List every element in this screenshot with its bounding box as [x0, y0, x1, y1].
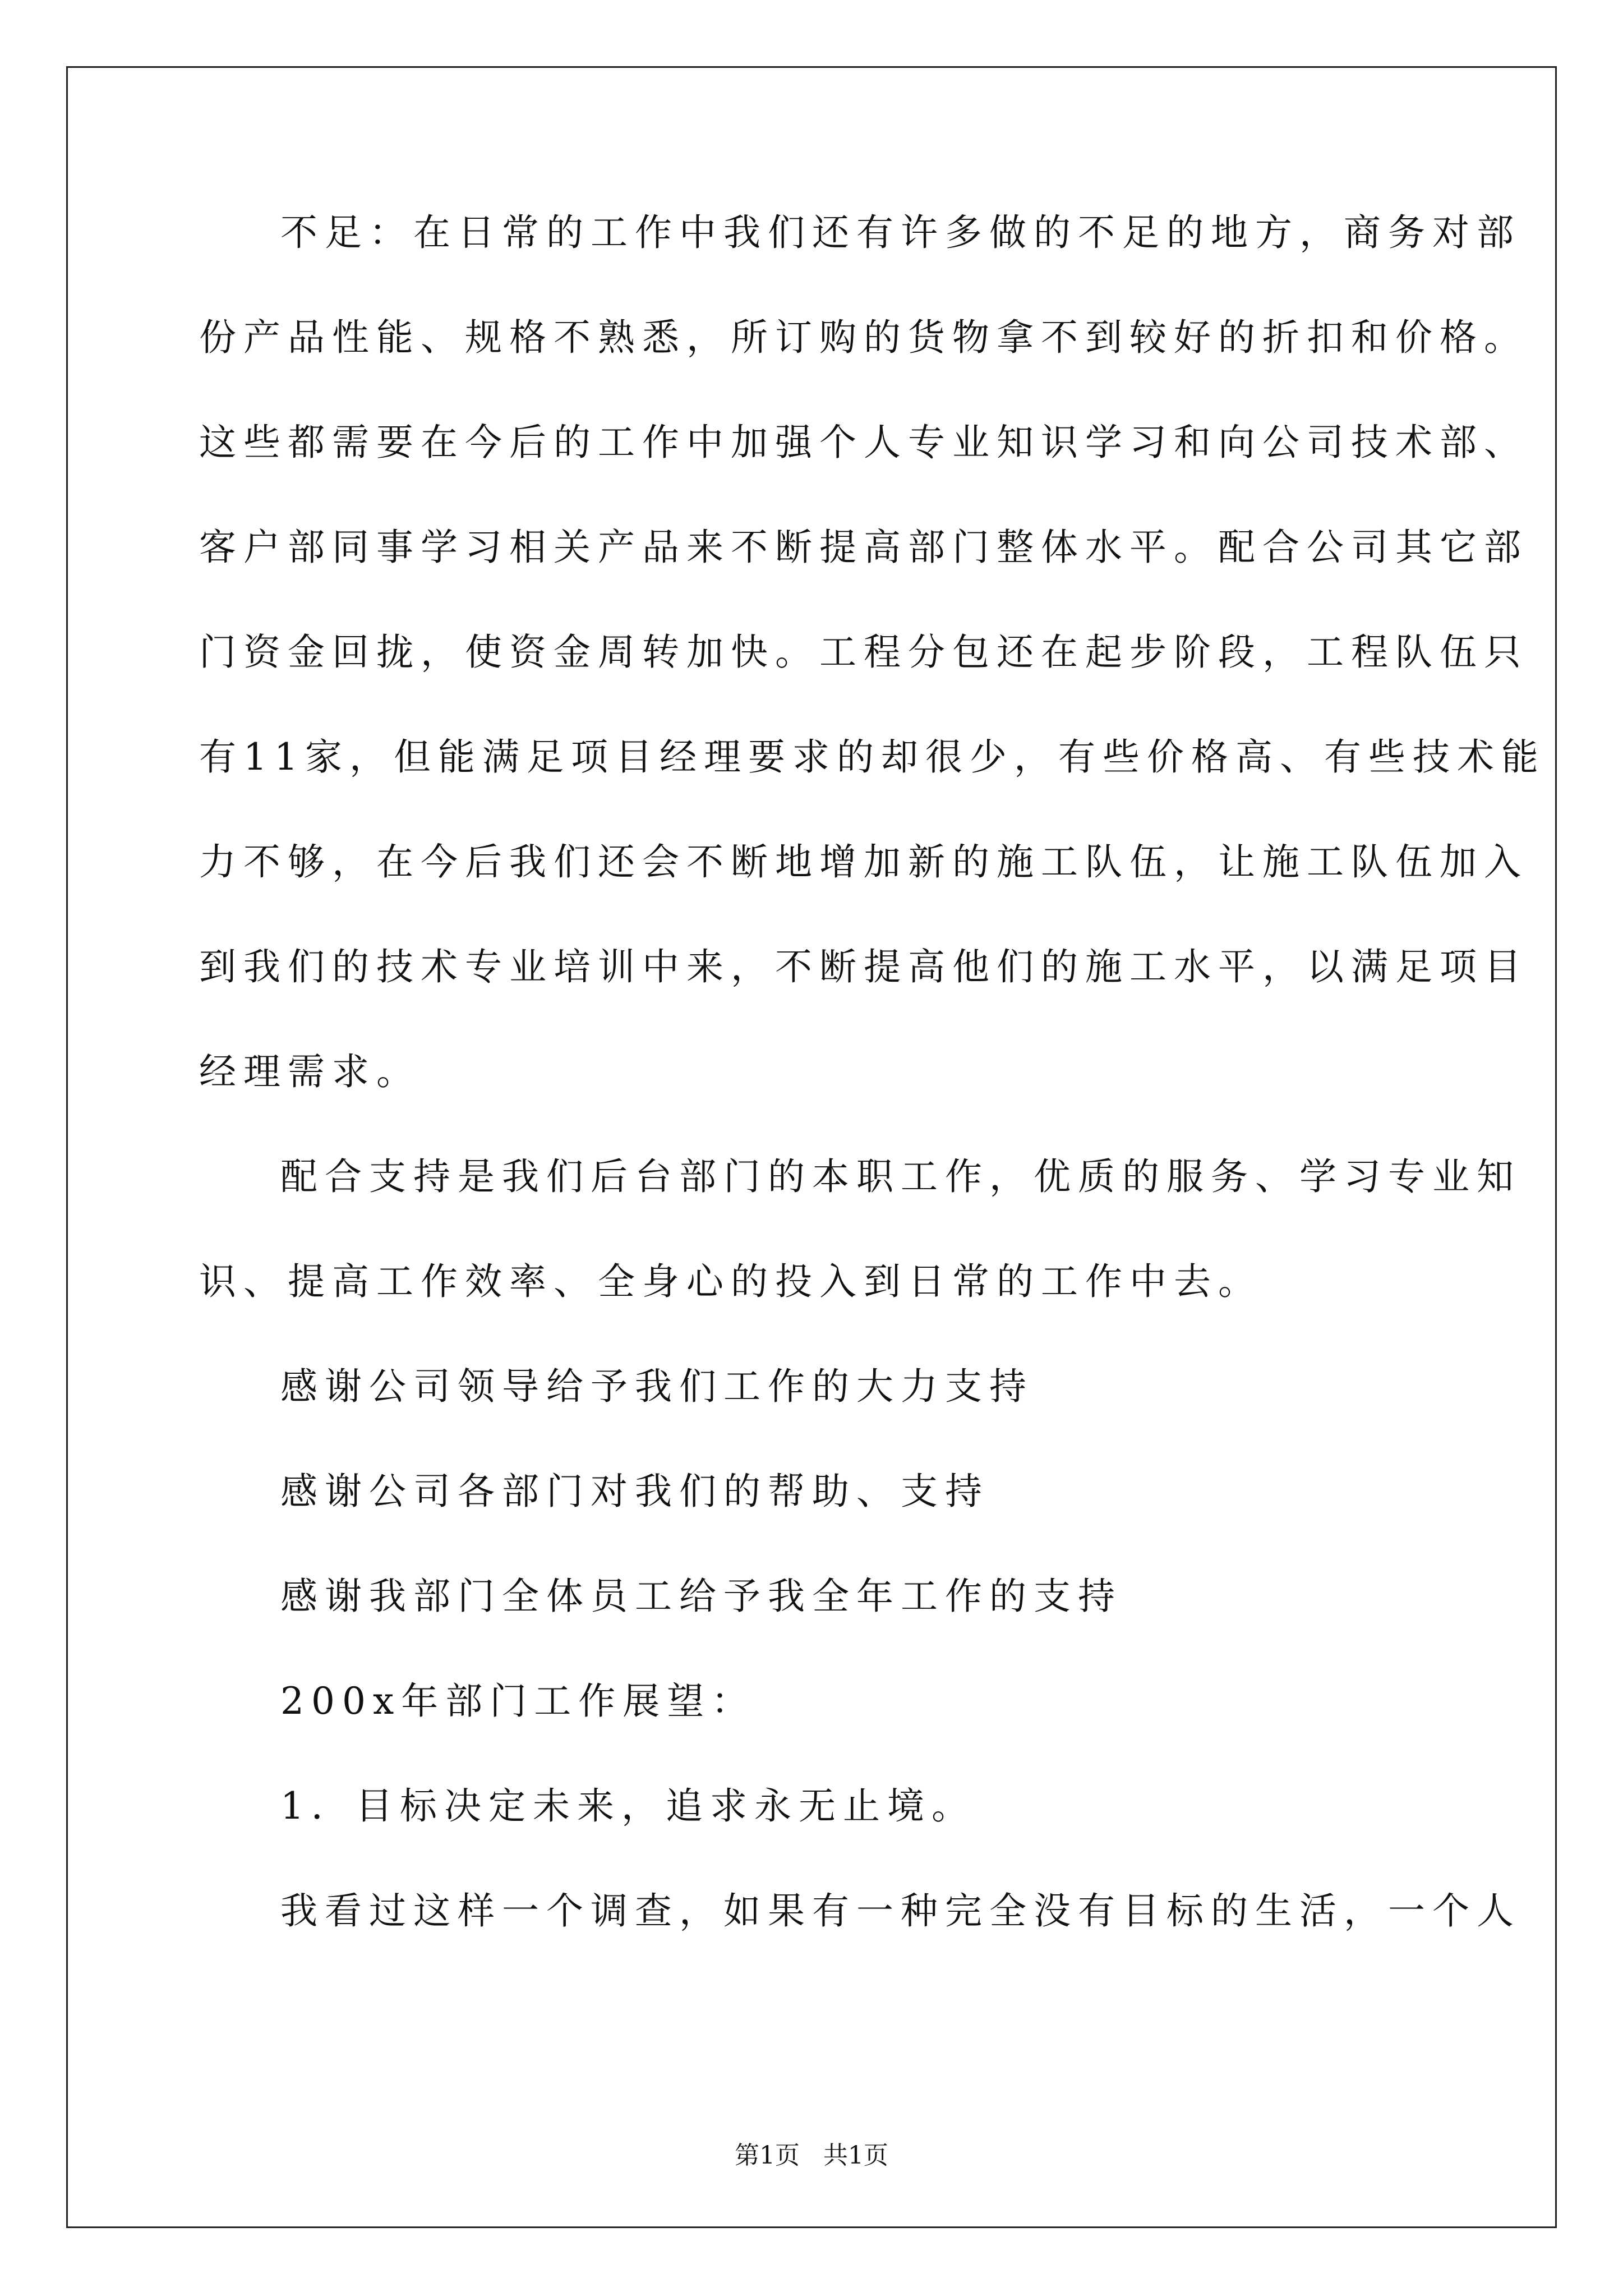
paragraph-line: 配合支持是我们后台部门的本职工作，优质的服务、学习专业知 — [280, 1155, 1521, 1198]
paragraph-line: 经理需求。 — [199, 1050, 421, 1093]
paragraph-line: 识、提高工作效率、全身心的投入到日常的工作中去。 — [199, 1260, 1262, 1303]
paragraph-line: 不足：在日常的工作中我们还有许多做的不足的地方，商务对部 — [280, 211, 1521, 254]
paragraph-line: 这些都需要在今后的工作中加强个人专业知识学习和向公司技术部、 — [199, 421, 1528, 464]
paragraph-line: 份产品性能、规格不熟悉，所订购的货物拿不到较好的折扣和价格。 — [199, 316, 1528, 359]
paragraph-line: 有11家，但能满足项目经理要求的却很少，有些价格高、有些技术能 — [199, 735, 1546, 779]
paragraph-line: 我看过这样一个调查，如果有一种完全没有目标的生活，一个人 — [280, 1889, 1521, 1932]
paragraph-line: 感谢我部门全体员工给予我全年工作的支持 — [280, 1575, 1122, 1618]
page-number: 第1页 — [735, 2141, 800, 2170]
paragraph-line: 门资金回拢，使资金周转加快。工程分包还在起步阶段，工程队伍只 — [199, 631, 1528, 674]
paragraph-line: 200x年部门工作展望： — [280, 1680, 756, 1723]
page-footer — [0, 2142, 1623, 2170]
paragraph-line: 力不够，在今后我们还会不断地增加新的施工队伍，让施工队伍加入 — [199, 840, 1528, 884]
paragraph-line: 到我们的技术专业培训中来，不断提高他们的施工水平，以满足项目 — [199, 945, 1528, 988]
paragraph-line: 客户部同事学习相关产品来不断提高部门整体水平。配合公司其它部 — [199, 526, 1528, 569]
paragraph-line: 1．目标决定未来，追求永无止境。 — [280, 1784, 976, 1828]
paragraph-line: 感谢公司领导给予我们工作的大力支持 — [280, 1365, 1034, 1408]
paragraph-line: 感谢公司各部门对我们的帮助、支持 — [280, 1470, 989, 1513]
page-total: 共1页 — [823, 2141, 888, 2170]
